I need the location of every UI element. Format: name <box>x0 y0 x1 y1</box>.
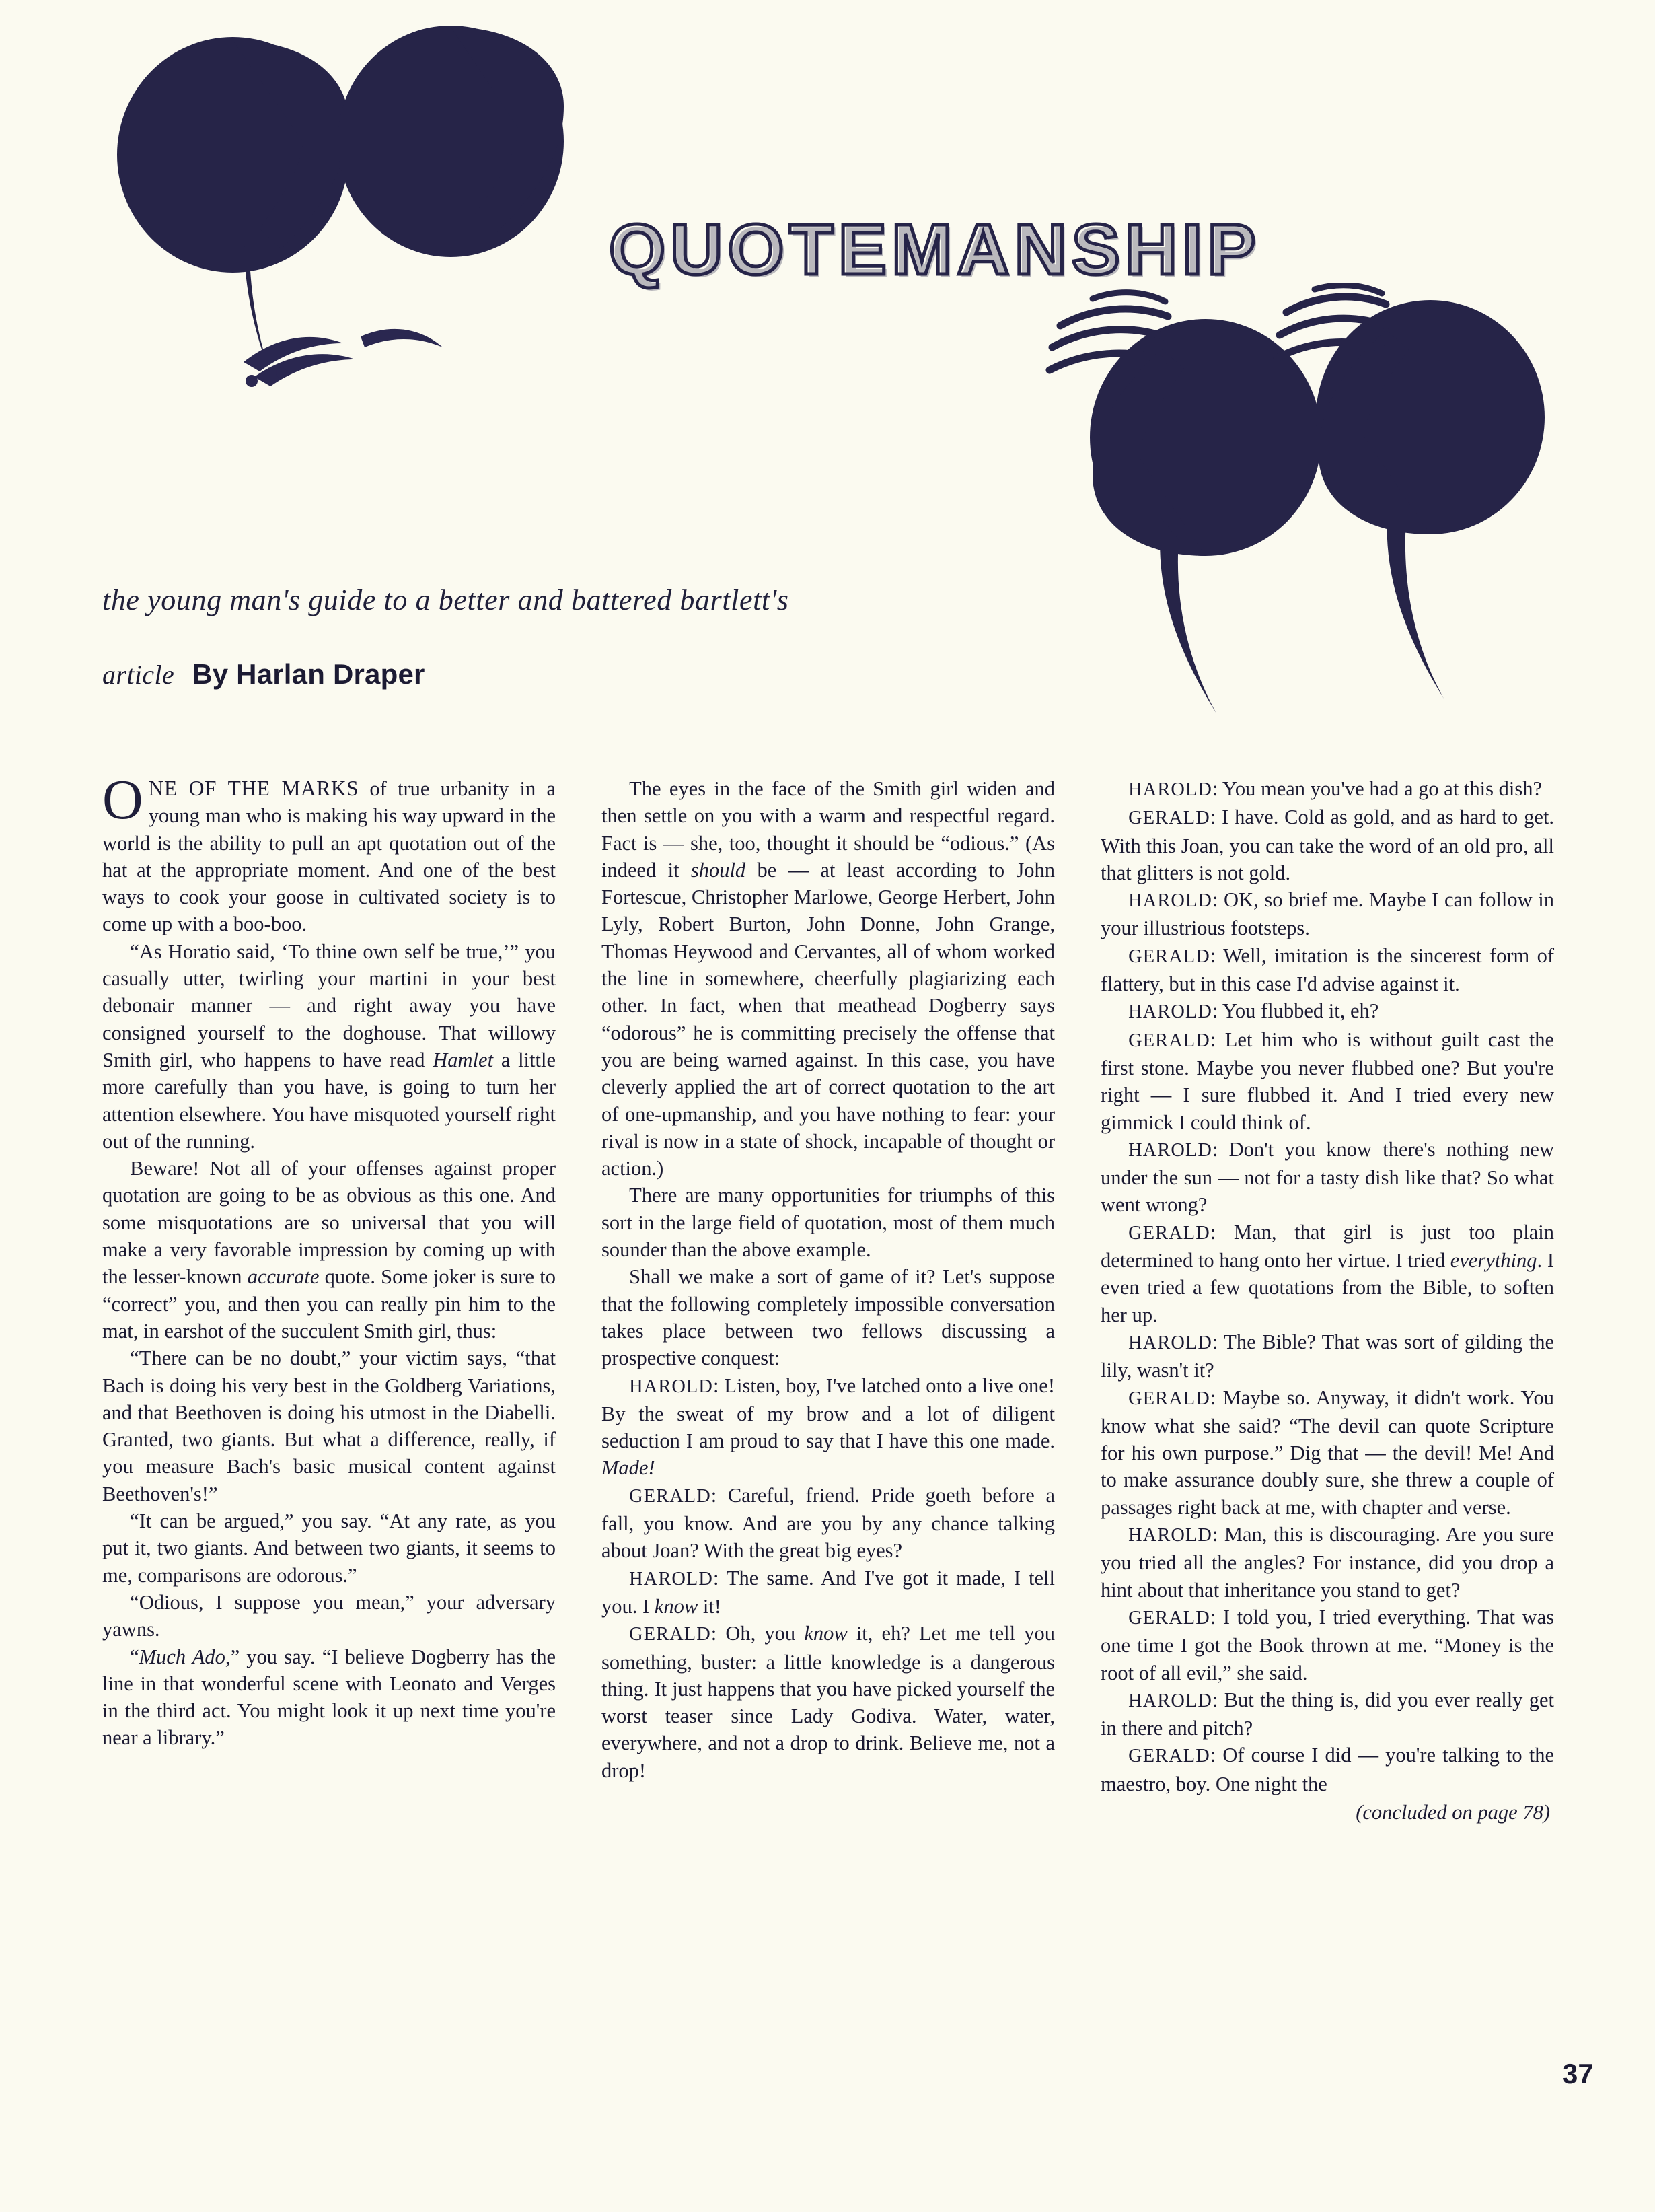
paragraph: GERALD: Well, imitation is the sincerest form of flattery, but in this case I'd advise against it. <box>1101 943 1554 996</box>
paragraph: HAROLD: You flubbed it, eh? <box>1128 999 1379 1023</box>
paragraph: GERALD: Let him who is without guilt cast the first stone. Maybe you never flubbed one? But you're right — I sure flubbed it. And I tried every new gimmick I could think of. <box>1101 1028 1554 1134</box>
paragraph: “Much Ado,” you say. “I believe Dogberry has the line in that wonderful scene with Leonato and Verges in the third act. You might look it up next time you're near a library.” <box>102 1645 556 1750</box>
speaker-label: GERALD <box>1128 1607 1210 1629</box>
article-deck: the young man's guide to a better and battered bartlett's <box>102 583 789 616</box>
speaker-label: HAROLD <box>1128 1690 1212 1711</box>
paragraph: HAROLD: But the thing is, did you ever really get in there and pitch? <box>1101 1688 1554 1740</box>
paragraph: “As Horatio said, ‘To thine own self be true,’” you casually utter, twirling your martini in your best debonair manner — and right away you have consigned yourself to the doghouse. That willowy Smith girl, who happens to have read Hamlet a little more carefully than you have, is going to turn her attention elsewhere. You have misquoted yourself right out of the running. <box>102 939 556 1153</box>
byline-author: By Harlan Draper <box>192 658 425 690</box>
paragraph: “It can be argued,” you say. “At any rate, as you put it, two giants. And between two giants, it seems to me, comparisons are odorous.” <box>102 1509 556 1587</box>
emphasis: should <box>690 858 746 882</box>
paragraph: “There can be no doubt,” your victim says, “that Bach is doing his very best in the Goldberg Variations, and that Beethoven is doing his utmost in the Diabelli. Granted, two giants. But what a difference, really, if you measure Bach's basic musical content against Beethoven's!” <box>102 1347 556 1505</box>
emphasis: Hamlet <box>433 1048 494 1071</box>
speaker-label: HAROLD <box>1128 1525 1212 1546</box>
emphasis: everything <box>1450 1249 1537 1273</box>
paragraph: HAROLD: The Bible? That was sort of gilding the lily, wasn't it? <box>1101 1330 1554 1382</box>
emphasis: know <box>804 1622 848 1645</box>
continued-note[interactable]: (concluded on page 78) <box>1356 1800 1550 1824</box>
byline <box>102 658 425 690</box>
paragraph: HAROLD: Listen, boy, I've latched onto a live one! By the sweat of my brow and a lot of diligent seduction I am proud to say that I have this one made. Made! <box>601 1373 1055 1480</box>
speaker-label: GERALD <box>1128 946 1210 967</box>
speaker-label: HAROLD <box>629 1376 713 1397</box>
speaker-label: HAROLD <box>1128 779 1212 800</box>
paragraph: “Odious, I suppose you mean,” your adversary yawns. <box>102 1590 556 1641</box>
paragraph: GERALD: Careful, friend. Pride goeth before a fall, you know. And are you by any chance talking about Joan? With the great big eyes? <box>601 1483 1055 1563</box>
paragraph: GERALD: Oh, you know it, eh? Let me tell you something, buster: a little knowledge is a dangerous thing. It just happens that you have picked yourself the worst teaser since Lady Godiva. Water, water, everywhere, and not a drop to drink. Believe me, not a drop! <box>601 1622 1056 1782</box>
paragraph: HAROLD: The same. And I've got it made, I tell you. I know it! <box>601 1566 1055 1618</box>
speaker-label: GERALD <box>1128 1030 1210 1051</box>
paragraph: HAROLD: Don't you know there's nothing new under the sun — not for a tasty dish like that? So what went wrong? <box>1101 1137 1554 1217</box>
speaker-label: GERALD <box>1128 1746 1210 1767</box>
speaker-label: HAROLD <box>629 1568 713 1590</box>
paragraph: GERALD: Maybe so. Anyway, it didn't work. You know what she said? “The devil can quote Scripture for his own purpose.” Dig that — the devil! Me! And to make assurance doubly sure, she threw a couple of passages right back at me, with chapter and verse. <box>1101 1386 1554 1519</box>
closing-quote-illustration <box>1036 283 1594 740</box>
paragraph: GERALD: Man, that girl is just too plain determined to hang onto her virtue. I tried everything. I even tried a few quotations from the Bible, to soften her up. <box>1101 1220 1554 1326</box>
paragraph: Beware! Not all of your offenses against proper quotation are going to be as obvious as this one. And some misquotations are so universal that you will make a very favorable impression by coming up with the lesser-known accurate quote. Some joker is sure to “correct” you, and then you can really pin him to the mat, in earshot of the succulent Smith girl, thus: <box>102 1157 556 1343</box>
speaker-label: HAROLD <box>1128 890 1212 912</box>
speaker-label: HAROLD <box>1128 1001 1212 1023</box>
speaker-label: GERALD <box>1128 1222 1210 1244</box>
speaker-label: GERALD <box>1128 808 1210 829</box>
text-column-1 <box>102 769 556 1826</box>
paragraph: ONE OF THE MARKS of true urbanity in a young man who is making his way upward in the world is the ability to pull an apt quotation out of the hat at the appropriate moment. And one of the best ways to cook your goose in cultivated society is to come up with a boo-boo. <box>102 769 556 936</box>
page-title: QUOTEMANSHIP <box>609 210 1261 289</box>
paragraph: HAROLD: You mean you've had a go at this dish? <box>1128 777 1542 800</box>
paragraph: GERALD: I have. Cold as gold, and as hard to get. With this Joan, you can take the word of an old pro, all that glitters is not gold. <box>1101 806 1554 884</box>
paragraph: GERALD: Of course I did — you're talking to the maestro, boy. One night the (concluded on page 78) <box>1101 1742 1554 1826</box>
speaker-label: HAROLD <box>1128 1139 1212 1161</box>
drop-cap: O <box>102 769 143 831</box>
paragraph: There are many opportunities for triumphs of this sort in the large field of quotation, most of them much sounder than the above example. <box>601 1184 1055 1262</box>
byline-kicker: article <box>102 659 175 690</box>
article-body <box>102 769 1555 1826</box>
speaker-label: GERALD <box>629 1485 711 1507</box>
paragraph: The eyes in the face of the Smith girl widen and then settle on you with a warm and respectful regard. Fact is — she, too, thought it should be “odious.” (As indeed it should be — at least according to John Fortescue, Christopher Marlowe, George Herbert, John Lyly, Robert Burton, John Donne, John Grange, Thomas Heywood and Cervantes, all of whom worked the line in somewhere, cheerfully plagiarizing each other. In fact, when that meathead Dogberry says “odorous” he is committing precisely the offense that you are being warned against. In this case, you have cleverly applied the art of correct quotation to the art of one-upmanship, and you have nothing to fear: your rival is now in a state of shock, incapable of thought or action.) <box>601 777 1056 1180</box>
emphasis: Made! <box>601 1456 655 1480</box>
emphasis: know <box>654 1594 698 1618</box>
paragraph: HAROLD: Man, this is discouraging. Are you sure you tried all the angles? For instance, did you drop a hint about that inheritance you stand to get? <box>1101 1523 1554 1602</box>
text-column-3 <box>1101 775 1554 1826</box>
paragraph: Shall we make a sort of game of it? Let's suppose that the following completely impossible conversation takes place between two fellows discussing a prospective conquest: <box>601 1265 1055 1370</box>
text-column-2 <box>601 775 1055 1826</box>
speaker-label: GERALD <box>1128 1388 1210 1409</box>
paragraph: GERALD: I told you, I tried everything. That was one time I got the Book thrown at me. “Money is the root of all evil,” she said. <box>1101 1605 1554 1684</box>
emphasis: Much Ado, <box>139 1645 231 1668</box>
speaker-label: HAROLD <box>1128 1332 1212 1353</box>
opening-quote-illustration <box>101 20 592 437</box>
paragraph: HAROLD: OK, so brief me. Maybe I can follow in your illustrious footsteps. <box>1101 888 1554 940</box>
small-caps-lead: NE OF THE MARKS <box>148 777 359 800</box>
speaker-label: GERALD <box>629 1624 711 1645</box>
page-number: 37 <box>1562 2058 1594 2090</box>
emphasis: accurate <box>247 1265 320 1289</box>
